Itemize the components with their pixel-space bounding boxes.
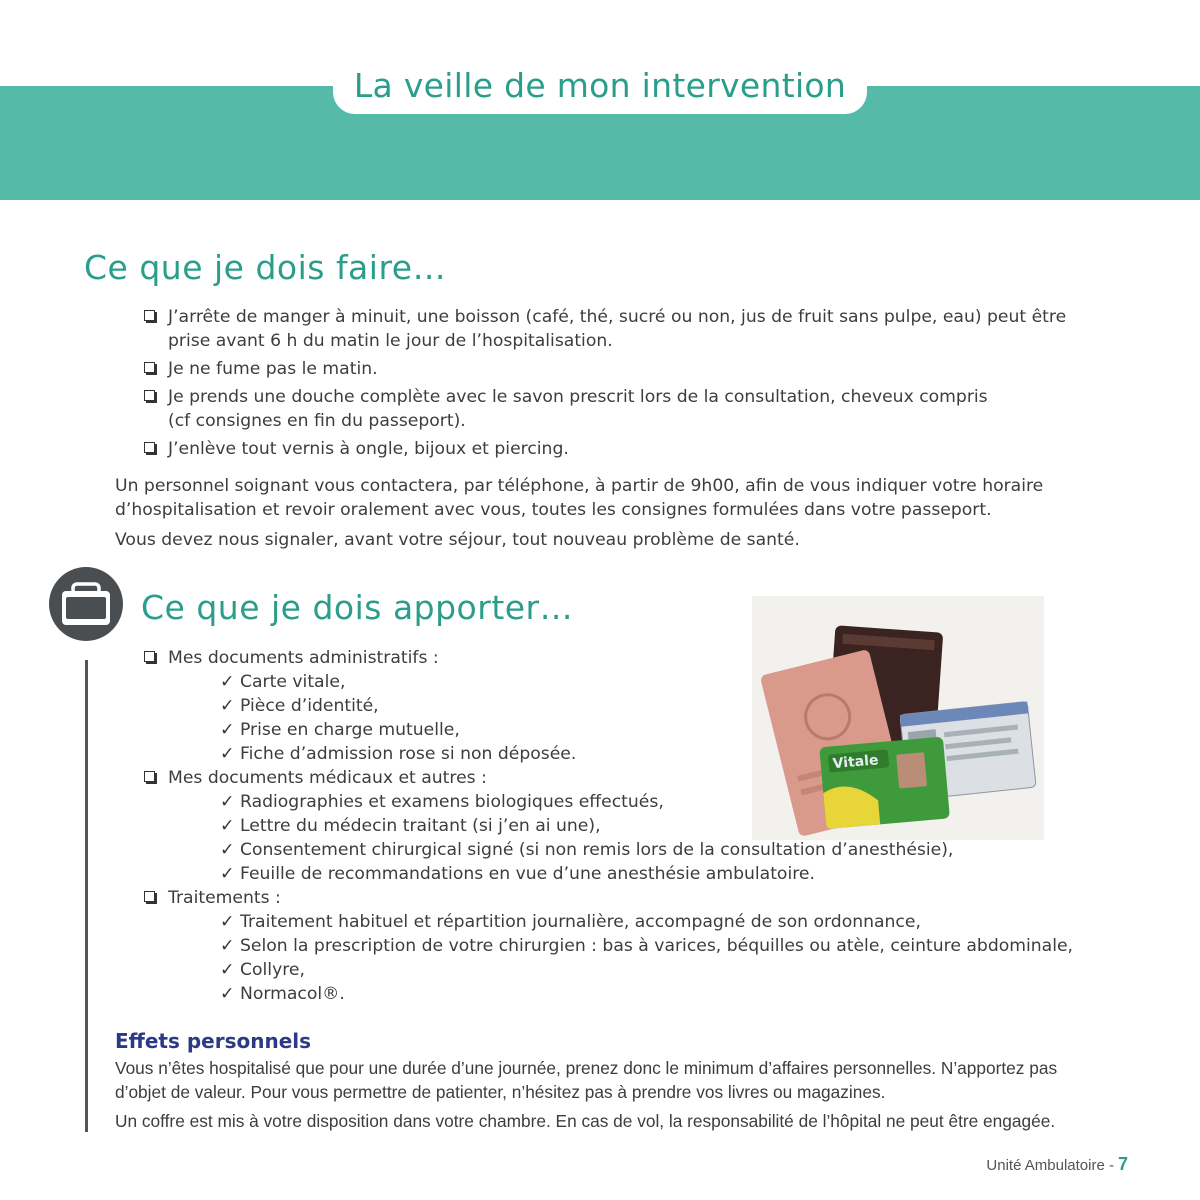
bring-item-text: Radiographies et examens biologiques effectués,: [240, 792, 664, 812]
checklist-item: [142, 357, 1102, 381]
bring-category: [142, 886, 1102, 910]
checkmark-icon: ✓: [220, 792, 235, 812]
checklist-item: [142, 437, 1102, 461]
bring-item-text: Fiche d’admission rose si non déposée.: [240, 744, 577, 764]
checkmark-icon: ✓: [220, 816, 235, 836]
page-footer: [986, 1154, 1128, 1175]
checkmark-icon: ✓: [220, 936, 235, 956]
bring-item: [142, 910, 1102, 934]
effets-heading: Effets personnels: [115, 1029, 312, 1053]
title-tab: [333, 60, 867, 114]
checkmark-icon: ✓: [220, 720, 235, 740]
todo-checklist: [142, 305, 1102, 465]
effets-paragraph-2: Un coffre est mis à votre disposition dans votre chambre. En cas de vol, la responsabilité de l’hôpital ne peut être engagée.: [115, 1111, 1056, 1131]
checklist-item-line: Je prends une douche complète avec le savon prescrit lors de la consultation, cheveux compris: [168, 387, 988, 407]
bring-category-label: Traitements :: [168, 888, 281, 908]
bring-category: [142, 766, 1102, 790]
bring-item: [142, 982, 1102, 1006]
bring-item-text: Pièce d’identité,: [240, 696, 379, 716]
bring-item: [142, 862, 1102, 886]
section-heading-apporter: Ce que je dois apporter…: [141, 588, 574, 627]
checkbox-icon: [144, 891, 155, 902]
checkmark-icon: ✓: [220, 840, 235, 860]
checkmark-icon: ✓: [220, 696, 235, 716]
bring-item-text: Lettre du médecin traitant (si j’en ai une),: [240, 816, 601, 836]
checkbox-icon: [144, 771, 155, 782]
bring-item-text: Normacol®.: [240, 984, 345, 1004]
bring-category-label: Mes documents médicaux et autres :: [168, 768, 487, 788]
bring-item-text: Selon la prescription de votre chirurgien : bas à varices, béquilles ou atèle, ceinture abdominale,: [240, 936, 1074, 956]
bring-item: [142, 694, 1102, 718]
bring-category: [142, 646, 1102, 670]
page-title: La veille de mon intervention: [353, 65, 847, 105]
checklist-item-line: J’enlève tout vernis à ongle, bijoux et piercing.: [168, 439, 569, 459]
bring-item-text: Feuille de recommandations en vue d’une anesthésie ambulatoire.: [240, 864, 815, 884]
checkbox-icon: [144, 390, 155, 401]
bring-item-text: Traitement habituel et répartition journalière, accompagné de son ordonnance,: [240, 912, 921, 932]
bring-item: [142, 814, 1102, 838]
bring-item: [142, 958, 1102, 982]
checklist-item-line: J’arrête de manger à minuit, une boisson (café, thé, sucré ou non, jus de fruit sans pulpe, eau) peut être: [168, 307, 1067, 327]
bring-item: [142, 790, 1102, 814]
bring-item: [142, 838, 1102, 862]
checkmark-icon: ✓: [220, 744, 235, 764]
section-divider-line: [85, 660, 88, 1132]
bring-item-text: Carte vitale,: [240, 672, 346, 692]
bring-item: [142, 718, 1102, 742]
vitale-card-label: Vitale: [832, 752, 880, 773]
bring-category-label: Mes documents administratifs :: [168, 648, 439, 668]
suitcase-icon: [49, 567, 123, 641]
checkmark-icon: ✓: [220, 864, 235, 884]
checklist-item: [142, 385, 1102, 433]
section-heading-faire: Ce que je dois faire…: [84, 248, 447, 287]
checkmark-icon: ✓: [220, 912, 235, 932]
contact-paragraph: Un personnel soignant vous contactera, par téléphone, à partir de 9h00, afin de vous indiquer votre horaire d’hospitalisation et revoir oralement avec vous, toutes les consignes formulées dans votre passeport.: [115, 476, 1044, 520]
checklist-item-line: prise avant 6 h du matin le jour de l’hospitalisation.: [168, 331, 613, 351]
bring-item: [142, 742, 1102, 766]
footer-label: Unité Ambulatoire -: [986, 1157, 1114, 1174]
checkmark-icon: ✓: [220, 984, 235, 1004]
checkmark-icon: ✓: [220, 960, 235, 980]
checklist-item: [142, 305, 1102, 353]
checkbox-icon: [144, 310, 155, 321]
bring-item-text: Consentement chirurgical signé (si non remis lors de la consultation d’anesthésie),: [240, 840, 954, 860]
checkbox-icon: [144, 651, 155, 662]
checkmark-icon: ✓: [220, 672, 235, 692]
bring-item-text: Collyre,: [240, 960, 305, 980]
checklist-item-line: (cf consignes en fin du passeport).: [168, 411, 466, 431]
page-number: 7: [1117, 1154, 1128, 1174]
bring-item-text: Prise en charge mutuelle,: [240, 720, 460, 740]
checkbox-icon: [144, 362, 155, 373]
bring-checklist: [142, 646, 1102, 1006]
signal-paragraph: Vous devez nous signaler, avant votre séjour, tout nouveau problème de santé.: [115, 530, 800, 550]
bring-item: [142, 934, 1102, 958]
checkbox-icon: [144, 442, 155, 453]
checklist-item-line: Je ne fume pas le matin.: [168, 359, 378, 379]
bring-item: [142, 670, 1102, 694]
effets-paragraph-1: Vous n’êtes hospitalisé que pour une durée d’une journée, prenez donc le minimum d’affaires personnelles. N’apportez pas d’objet de valeur. Pour vous permettre de patienter, n’hésitez pas à prendre vos livres ou magazines.: [115, 1058, 1058, 1102]
effets-text: [115, 1056, 1105, 1138]
